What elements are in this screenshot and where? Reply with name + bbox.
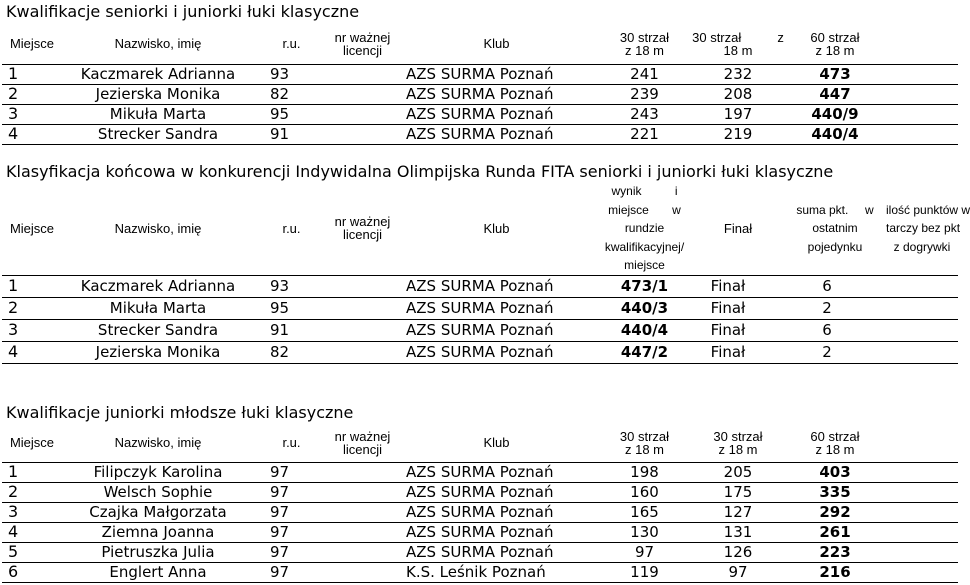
- table-row: [2, 341, 958, 363]
- final-cell: Finał: [692, 297, 784, 319]
- club-cell: K.S. Leśnik Poznań: [396, 562, 597, 582]
- table-row: [2, 124, 958, 144]
- club-cell: AZS SURMA Poznań: [396, 319, 597, 341]
- table-row: [2, 319, 958, 341]
- place-cell: 5: [2, 542, 62, 562]
- place-cell: 4: [2, 341, 62, 363]
- round1-cell: 221: [597, 124, 692, 144]
- place-cell: 1: [2, 462, 62, 482]
- place-cell: 2: [2, 482, 62, 502]
- table-row: [2, 522, 958, 542]
- place-cell: 2: [2, 297, 62, 319]
- final-cell: Finał: [692, 341, 784, 363]
- birth-year-cell: 93: [254, 275, 329, 297]
- header-name: Nazwisko, imię: [114, 220, 202, 236]
- last-duel-sum-cell: 6: [784, 319, 886, 341]
- place-cell: 3: [2, 502, 62, 522]
- round2-cell: 127: [692, 502, 784, 522]
- header-final: Finał: [723, 220, 753, 236]
- club-cell: AZS SURMA Poznań: [396, 64, 597, 84]
- total-cell: 403: [784, 462, 886, 482]
- table-row: [2, 482, 958, 502]
- round2-cell: 205: [692, 462, 784, 482]
- birth-year-cell: 97: [254, 462, 329, 482]
- name-cell: Czajka Małgorzata: [62, 502, 254, 522]
- name-cell: Pietruszka Julia: [62, 542, 254, 562]
- round2-cell: 131: [692, 522, 784, 542]
- header-place: Miejsce: [9, 435, 55, 451]
- header-license: nr ważnej licencji: [334, 428, 391, 457]
- header-birth-year: r.u.: [282, 220, 301, 236]
- round2-cell: 126: [692, 542, 784, 562]
- header-qualification-result: wynik i miejsce w rundzie kwalifikacyjnej/ miejsce: [604, 184, 685, 273]
- round1-cell: 130: [597, 522, 692, 542]
- section3-title: Kwalifikacje juniorki młodsze łuki klasyczne: [6, 403, 354, 422]
- header-shootoff-points: ilość punktów w tarczy bez pkt z dogrywki: [886, 202, 970, 254]
- last-duel-sum-cell: 6: [784, 275, 886, 297]
- name-cell: Strecker Sandra: [62, 124, 254, 144]
- total-cell: 440/9: [784, 104, 886, 124]
- name-cell: Jezierska Monika: [62, 341, 254, 363]
- header-last-duel-sum: suma pkt. w ostatnim pojedynku: [796, 202, 874, 254]
- name-cell: Mikuła Marta: [62, 297, 254, 319]
- club-cell: AZS SURMA Poznań: [396, 124, 597, 144]
- section2-table: [2, 182, 970, 364]
- table-row: [2, 84, 958, 104]
- table-row: [2, 275, 958, 297]
- header-birth-year: r.u.: [282, 435, 301, 451]
- header-round1: 30 strzał z 18 m: [619, 428, 670, 457]
- total-cell: 335: [784, 482, 886, 502]
- header-round2: 30 strzał z 18 m: [713, 428, 763, 457]
- birth-year-cell: 91: [254, 124, 329, 144]
- round1-cell: 239: [597, 84, 692, 104]
- header-license: nr ważnej licencji: [334, 214, 391, 243]
- name-cell: Welsch Sophie: [62, 482, 254, 502]
- round1-cell: 198: [597, 462, 692, 482]
- round2-cell: 232: [692, 64, 784, 84]
- club-cell: AZS SURMA Poznań: [396, 522, 597, 542]
- table-row: [2, 462, 958, 482]
- total-cell: 447: [784, 84, 886, 104]
- name-cell: Filipczyk Karolina: [62, 462, 254, 482]
- header-total: 60 strzał z 18 m: [810, 428, 860, 457]
- birth-year-cell: 97: [254, 542, 329, 562]
- round1-cell: 97: [597, 542, 692, 562]
- club-cell: AZS SURMA Poznań: [396, 482, 597, 502]
- last-duel-sum-cell: 2: [784, 341, 886, 363]
- round1-cell: 241: [597, 64, 692, 84]
- header-round2: 30 strzał z 18 m: [692, 29, 784, 58]
- birth-year-cell: 95: [254, 104, 329, 124]
- round2-cell: 97: [692, 562, 784, 582]
- club-cell: AZS SURMA Poznań: [396, 462, 597, 482]
- name-cell: Kaczmarek Adrianna: [62, 275, 254, 297]
- round1-cell: 243: [597, 104, 692, 124]
- header-place: Miejsce: [9, 36, 55, 52]
- last-duel-sum-cell: 2: [784, 297, 886, 319]
- header-club: Klub: [483, 36, 510, 52]
- birth-year-cell: 93: [254, 64, 329, 84]
- club-cell: AZS SURMA Poznań: [396, 542, 597, 562]
- header-birth-year: r.u.: [282, 36, 301, 52]
- birth-year-cell: 97: [254, 482, 329, 502]
- table-row: [2, 562, 958, 582]
- header-round1: 30 strzał z 18 m: [619, 29, 670, 58]
- total-cell: 223: [784, 542, 886, 562]
- place-cell: 4: [2, 124, 62, 144]
- header-total: 60 strzał z 18 m: [810, 29, 860, 58]
- birth-year-cell: 82: [254, 84, 329, 104]
- name-cell: Mikuła Marta: [62, 104, 254, 124]
- qualification-result-cell: 440/4: [597, 319, 692, 341]
- club-cell: AZS SURMA Poznań: [396, 275, 597, 297]
- section3-table: [2, 424, 958, 583]
- section1-title: Kwalifikacje seniorki i juniorki łuki klasyczne: [6, 2, 360, 21]
- total-cell: 261: [784, 522, 886, 542]
- name-cell: Englert Anna: [62, 562, 254, 582]
- total-cell: 216: [784, 562, 886, 582]
- birth-year-cell: 91: [254, 319, 329, 341]
- qualification-result-cell: 440/3: [597, 297, 692, 319]
- final-cell: Finał: [692, 275, 784, 297]
- birth-year-cell: 97: [254, 502, 329, 522]
- birth-year-cell: 97: [254, 522, 329, 542]
- section1-table: [2, 24, 958, 145]
- place-cell: 2: [2, 84, 62, 104]
- name-cell: Kaczmarek Adrianna: [62, 64, 254, 84]
- table-row: [2, 502, 958, 522]
- table-row: [2, 542, 958, 562]
- club-cell: AZS SURMA Poznań: [396, 502, 597, 522]
- place-cell: 3: [2, 104, 62, 124]
- total-cell: 292: [784, 502, 886, 522]
- club-cell: AZS SURMA Poznań: [396, 341, 597, 363]
- place-cell: 1: [2, 275, 62, 297]
- round2-cell: 219: [692, 124, 784, 144]
- total-cell: 440/4: [784, 124, 886, 144]
- club-cell: AZS SURMA Poznań: [396, 297, 597, 319]
- place-cell: 1: [2, 64, 62, 84]
- birth-year-cell: 97: [254, 562, 329, 582]
- qualification-result-cell: 447/2: [597, 341, 692, 363]
- place-cell: 6: [2, 562, 62, 582]
- table-row: [2, 297, 958, 319]
- name-cell: Strecker Sandra: [62, 319, 254, 341]
- header-place: Miejsce: [9, 220, 55, 236]
- round1-cell: 165: [597, 502, 692, 522]
- round1-cell: 119: [597, 562, 692, 582]
- name-cell: Jezierska Monika: [62, 84, 254, 104]
- round2-cell: 208: [692, 84, 784, 104]
- header-name: Nazwisko, imię: [114, 435, 202, 451]
- name-cell: Ziemna Joanna: [62, 522, 254, 542]
- header-club: Klub: [483, 435, 510, 451]
- club-cell: AZS SURMA Poznań: [396, 84, 597, 104]
- table-row: [2, 64, 958, 84]
- place-cell: 3: [2, 319, 62, 341]
- total-cell: 473: [784, 64, 886, 84]
- round2-cell: 175: [692, 482, 784, 502]
- club-cell: AZS SURMA Poznań: [396, 104, 597, 124]
- round2-cell: 197: [692, 104, 784, 124]
- round1-cell: 160: [597, 482, 692, 502]
- final-cell: Finał: [692, 319, 784, 341]
- qualification-result-cell: 473/1: [597, 275, 692, 297]
- place-cell: 4: [2, 522, 62, 542]
- header-name: Nazwisko, imię: [114, 36, 202, 52]
- birth-year-cell: 82: [254, 341, 329, 363]
- birth-year-cell: 95: [254, 297, 329, 319]
- header-license: nr ważnej licencji: [334, 29, 391, 58]
- section2-title: Klasyfikacja końcowa w konkurencji Indywidalna Olimpijska Runda FITA seniorki i juniorki łuki klasyczne: [6, 162, 834, 181]
- header-club: Klub: [483, 220, 510, 236]
- table-row: [2, 104, 958, 124]
